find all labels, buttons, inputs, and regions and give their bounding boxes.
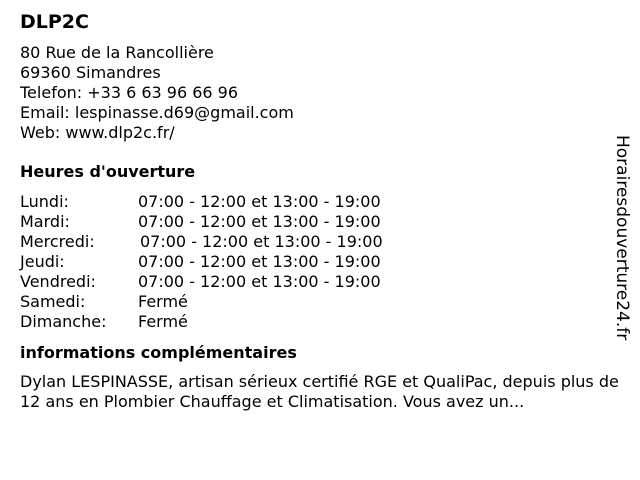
hours-time: 07:00 - 12:00 et 13:00 - 19:00 (138, 252, 381, 271)
additional-info-text: Dylan LESPINASSE, artisan sérieux certifié RGE et QualiPac, depuis plus de 12 ans en Plombier Chauffage et Climatisation. Vous avez un... (20, 372, 619, 411)
hours-row-wednesday (20, 232, 630, 252)
contact-block (20, 43, 630, 143)
hours-day: Vendredi: (20, 272, 96, 291)
hours-time: Fermé (138, 312, 188, 331)
business-name: DLP2C (20, 11, 89, 33)
address-city: 69360 Simandres (20, 63, 161, 82)
email-text: Email: lespinasse.d69@gmail.com (20, 103, 294, 122)
hours-row-saturday (20, 292, 630, 312)
hours-row-thursday (20, 252, 630, 272)
hours-row-monday (20, 192, 630, 212)
hours-day: Samedi: (20, 292, 86, 311)
hours-row-tuesday (20, 212, 630, 232)
hours-time: 07:00 - 12:00 et 13:00 - 19:00 (138, 272, 381, 291)
business-card (20, 10, 630, 412)
hours-day: Mercredi: (20, 232, 95, 251)
hours-time: Fermé (138, 292, 188, 311)
hours-day: Jeudi: (20, 252, 65, 271)
address-street: 80 Rue de la Rancollière (20, 43, 214, 62)
phone-text: Telefon: +33 6 63 96 66 96 (20, 83, 239, 102)
hours-time: 07:00 - 12:00 et 13:00 - 19:00 (140, 232, 383, 251)
hours-day: Dimanche: (20, 312, 107, 331)
hours-row-friday (20, 272, 630, 292)
opening-hours-heading: Heures d'ouverture (20, 162, 196, 181)
website-text: Web: www.dlp2c.fr/ (20, 123, 175, 142)
hours-day: Mardi: (20, 212, 70, 231)
opening-hours-table (20, 192, 630, 332)
hours-time: 07:00 - 12:00 et 13:00 - 19:00 (138, 212, 381, 231)
additional-info-heading: informations complémentaires (20, 343, 297, 362)
hours-time: 07:00 - 12:00 et 13:00 - 19:00 (138, 192, 381, 211)
hours-row-sunday (20, 312, 630, 332)
hours-day: Lundi: (20, 192, 69, 211)
site-watermark: Horairesdouverture24.fr (612, 135, 632, 341)
